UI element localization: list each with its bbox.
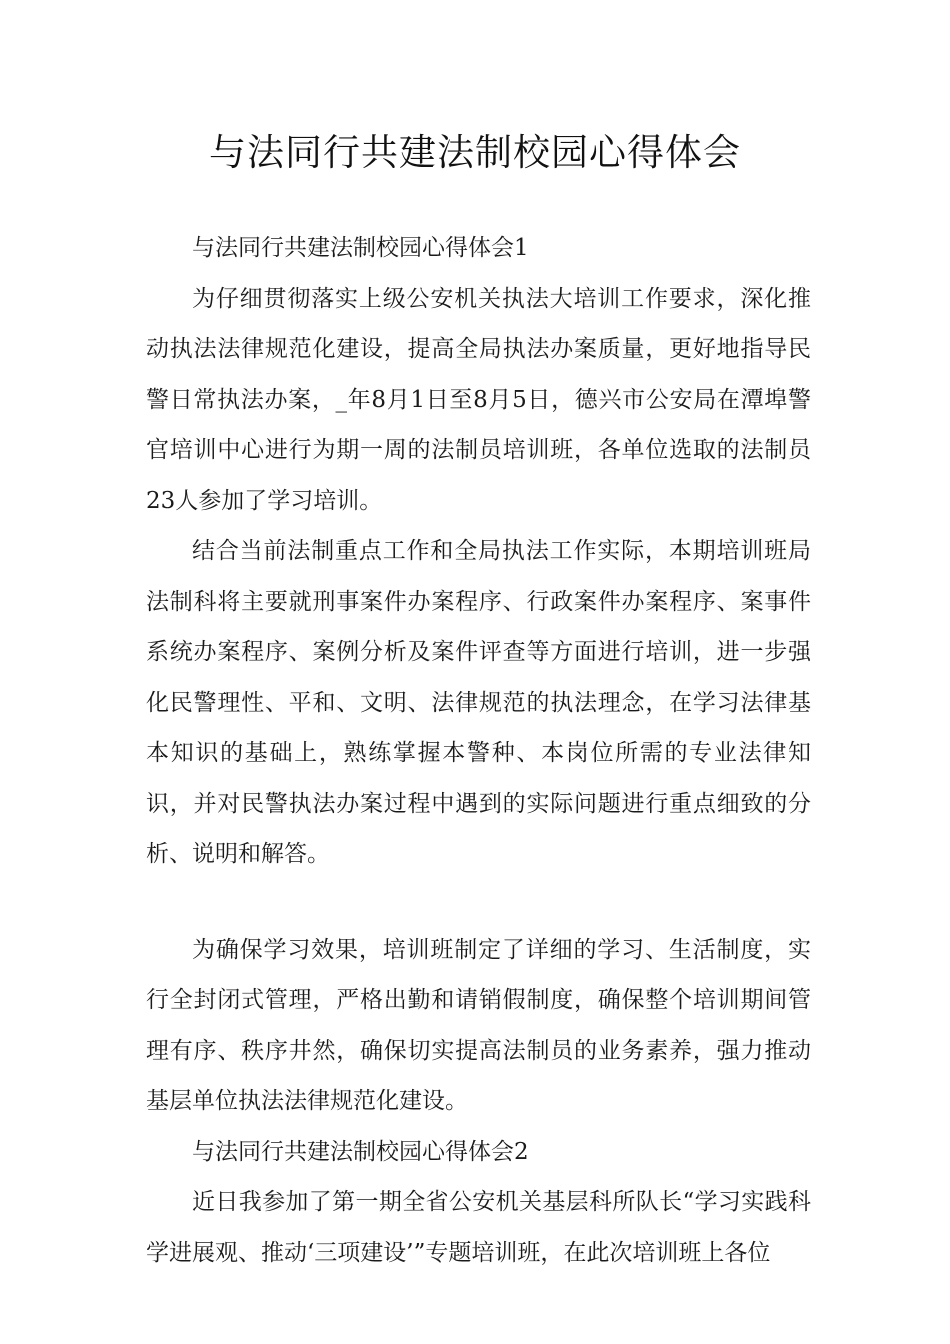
section-heading-2: 与法同行共建法制校园心得体会2 bbox=[192, 1138, 529, 1165]
section-heading-1: 与法同行共建法制校园心得体会1 bbox=[192, 235, 529, 261]
body-paragraph: 为确保学习效果，培训班制定了详细的学习、生活制度，实行全封闭式管理，严格出勤和请销假制度，确保整个培训期间管理有序、秩序井然，确保切实提高法制员的业务素养，强力推动基层单位执法法律规范化建设。 bbox=[146, 936, 811, 1114]
document-body bbox=[146, 223, 811, 1278]
body-paragraph: 近日我参加了第一期全省公安机关基层科所队长“学习实践科学进展观、推动‘三项建设’”专题培训班，在此次培训班上各位 bbox=[146, 1189, 811, 1266]
body-paragraph: 结合当前法制重点工作和全局执法工作实际，本期培训班局法制科将主要就刑事案件办案程序、行政案件办案程序、案事件系统办案程序、案例分析及案件评查等方面进行培训，进一步强化民警理性、平和、文明、法律规范的执法理念，在学习法律基本知识的基础上，熟练掌握本警种、本岗位所需的专业法律知识，并对民警执法办案过程中遇到的实际问题进行重点细致的分析、说明和解答。 bbox=[146, 538, 811, 867]
body-paragraph: 为仔细贯彻落实上级公安机关执法大培训工作要求，深化推动执法法律规范化建设，提高全局执法办案质量，更好地指导民警日常执法办案，_年8月1日至8月5日，德兴市公安局在潭埠警官培训中心进行为期一周的法制员培训班，各单位选取的法制员23人参加了学习培训。 bbox=[146, 285, 811, 514]
document-title: 与法同行共建法制校园心得体会 bbox=[209, 131, 741, 174]
